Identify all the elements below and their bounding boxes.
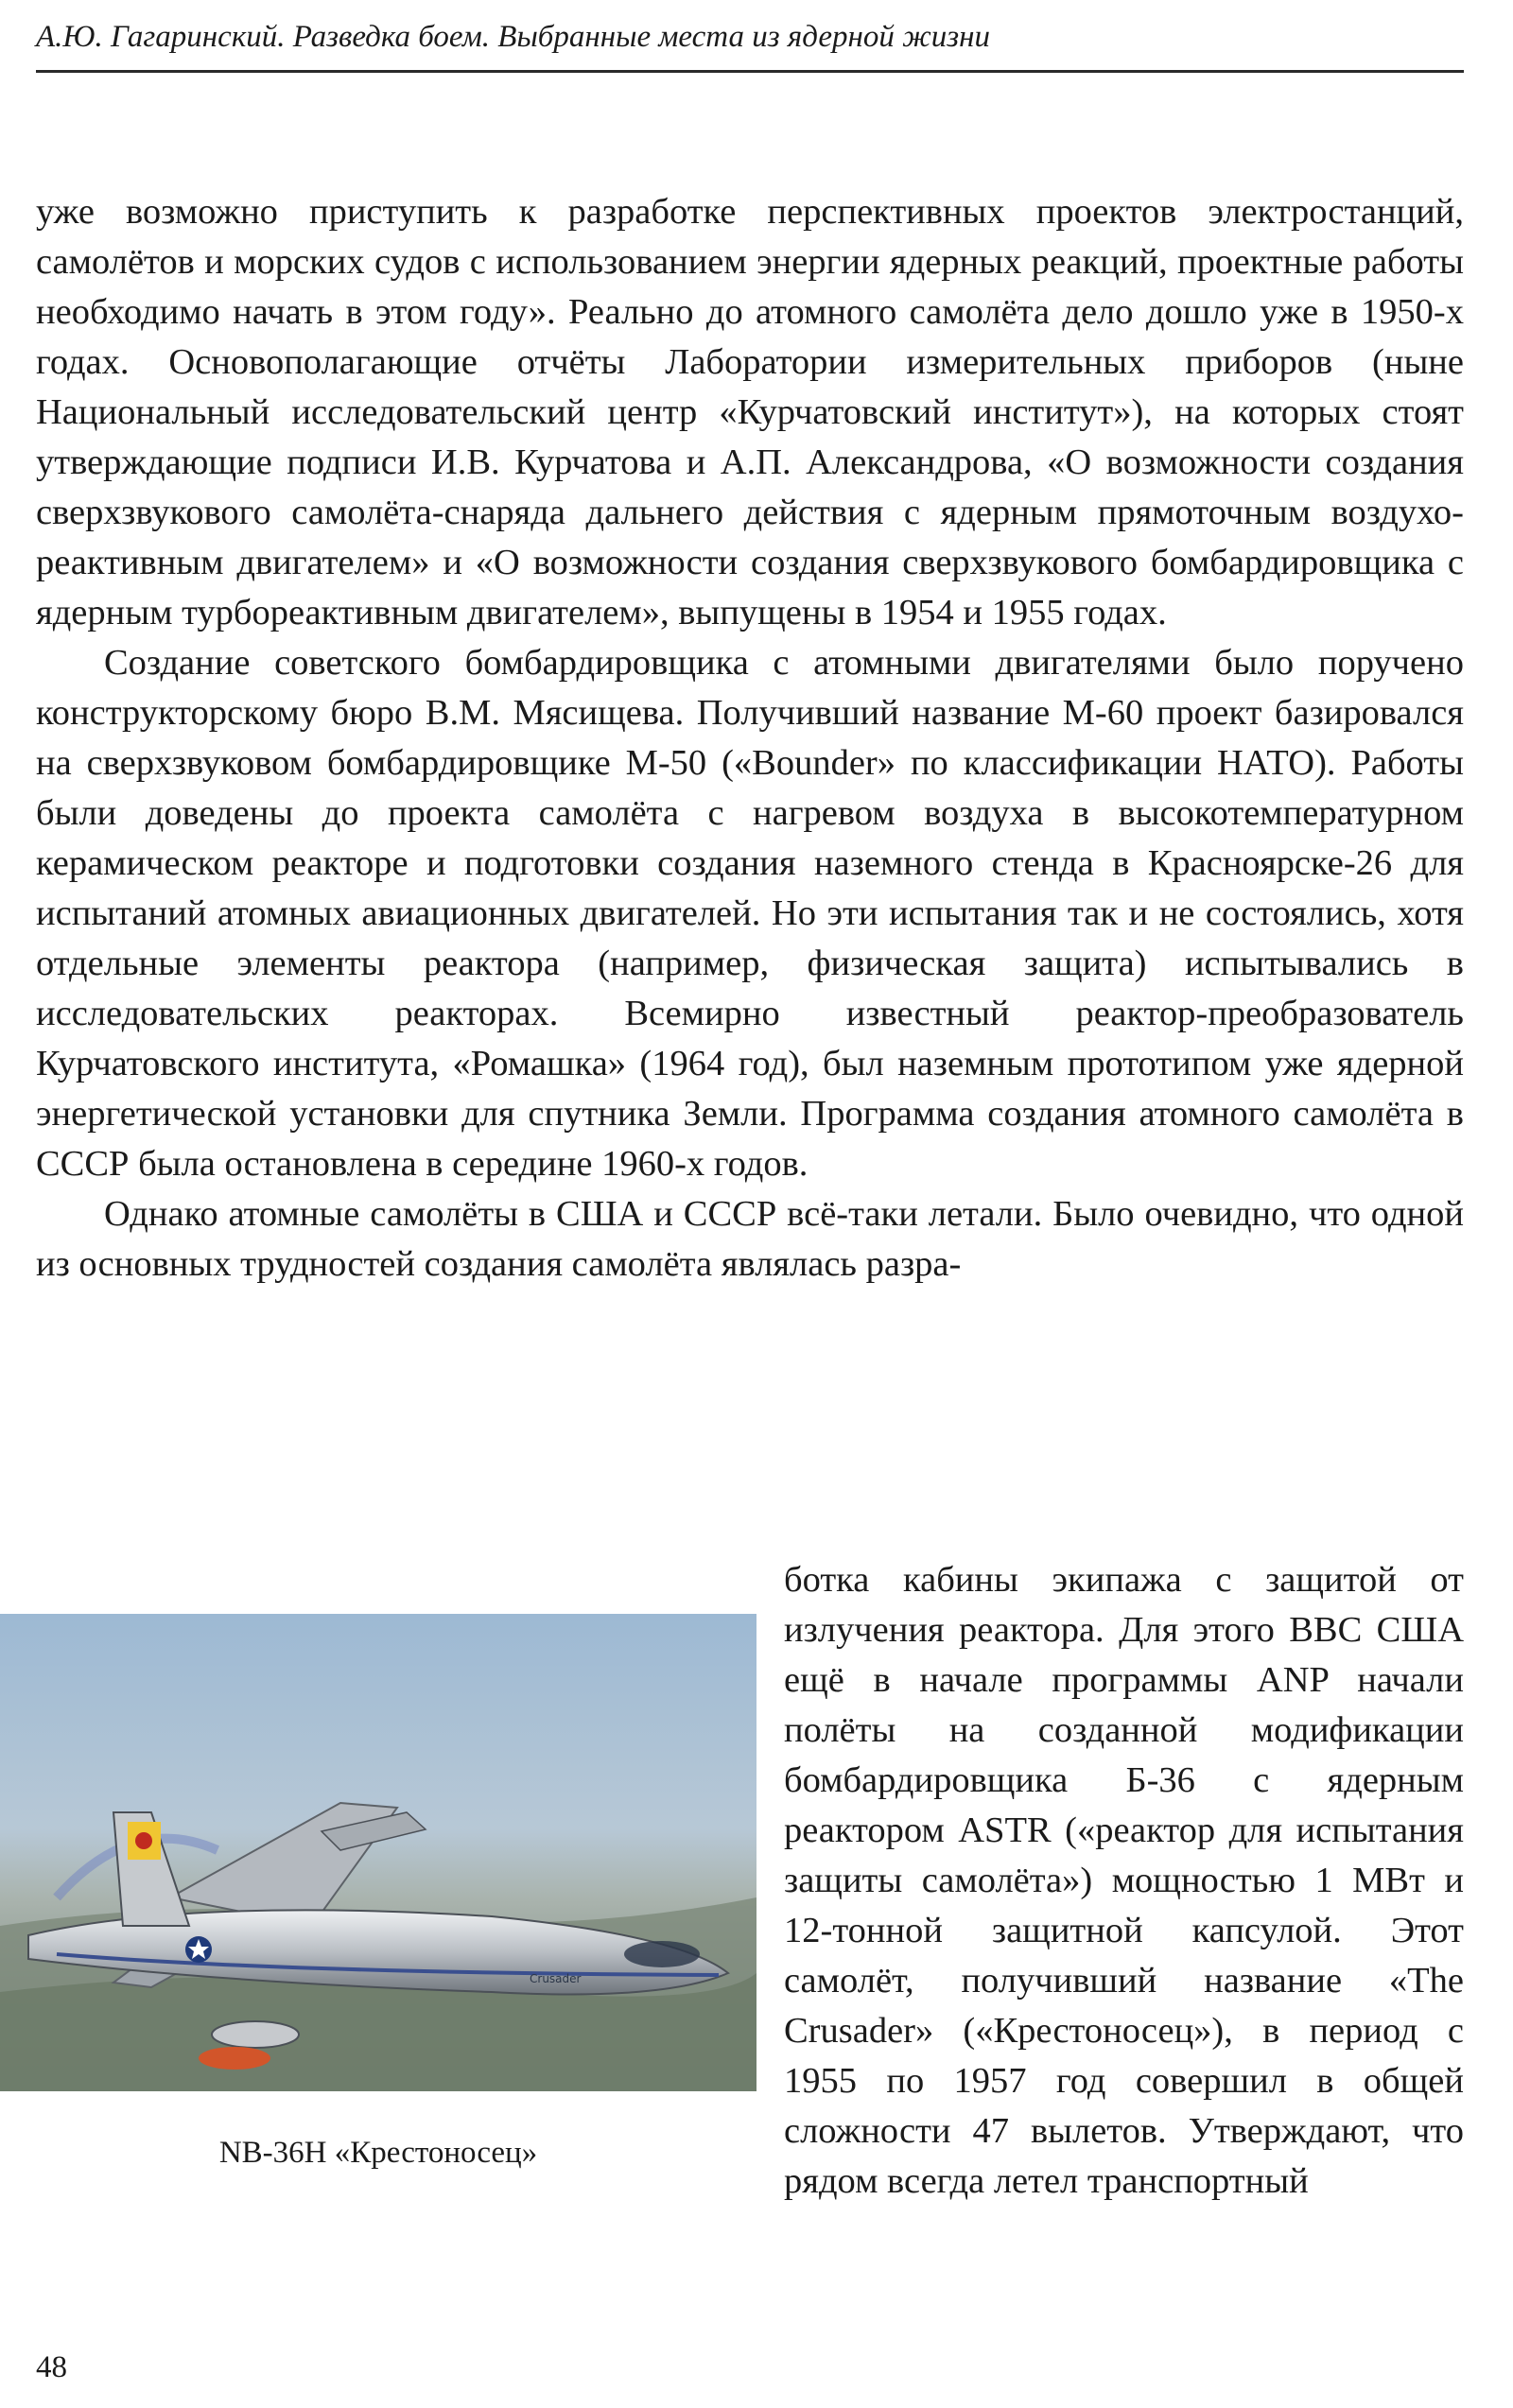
paragraph-3-continuation: ботка кабины экипажа с защитой от излучения реактора. Для этого ВВС США ещё в начале программы ANP начали полёты на созданной модификации бомбардировщика Б-36 с ядерным реактором ASTR («реактор для испытания защиты самолёта») мощностью 1 МВт и 12-тонной защитной капсулой. Этот самолёт, получивший название «The Crusader» («Крестоносец»), в период с 1955 по 1957 год совершил в общей сложности 47 вылетов. Утверждают, что рядом всегда летел транспортный: [784, 1560, 1464, 2201]
aircraft-photo-illustration: [0, 1614, 756, 2091]
figure-caption: NB-36H «Крестоносец»: [218, 2136, 538, 2170]
page-number: 48: [36, 2350, 67, 2384]
aircraft-photo: [0, 1614, 756, 2091]
main-text: [36, 187, 1464, 1290]
engine-orange-nacelle: [199, 2047, 270, 2070]
paragraph-2: Создание советского бомбардировщика с атомными двигателями было поручено конструкторскому бюро В.М. Мясищева. Получивший название М-60 проект базировался на сверхзвуковом бомбардировщике М-50 («Bounder» по классификации НАТО). Работы были доведены до проекта самолёта с нагревом воздуха в высокотемпературном керамическом реакторе и подготовки создания наземного стенда в Красноярске-26 для испытаний атомных авиационных двигателей. Но эти испытания так и не состоялись, хотя отдельные элементы реактора (например, физическая защита) испытывались в исследовательских реакторах. Всемирно известный реактор-преобразователь Курчатовского института, «Ромашка» (1964 год), был наземным прототипом уже ядерной энергетической установки для спутника Земли. Программа создания атомного самолёта в СССР была остановлена в середине 1960-х годов.: [36, 643, 1464, 1184]
cockpit-canopy: [624, 1941, 700, 1967]
wing-engine-pod: [212, 2021, 299, 2048]
running-header: [36, 15, 1464, 73]
paragraph-1: уже возможно приступить к разработке перспективных проектов электростанций, самолётов и морских судов с использованием энергии ядерных реакций, проектные работы необходимо начать в этом году». Реально до атомного самолёта дело дошло уже в 1950-х годах. Основополагающие отчёты Лаборатории измерительных приборов (ныне Национальный исследовательский центр «Курчатовский институт»), на которых стоят утверждающие подписи И.В. Курчатова и А.П. Александрова, «О возможности создания сверхзвукового самолёта-снаряда дальнего действия с ядерным прямоточным воздухо-реактивным двигателем» и «О возможности создания сверхзвукового бомбардировщика с ядерным турбореактивным двигателем», выпущены в 1954 и 1955 годах.: [36, 192, 1464, 632]
paragraph-3-lead: Однако атомные самолёты в США и СССР всё-таки летали. Было очевидно, что одной из основных трудностей создания самолёта являлась разра-: [36, 1194, 1464, 1284]
wrapped-text-column: [784, 1555, 1464, 2207]
running-title: А.Ю. Гагаринский. Разведка боем. Выбранные места из ядерной жизни: [36, 20, 991, 54]
fuselage-label: Crusader: [530, 1972, 582, 1985]
